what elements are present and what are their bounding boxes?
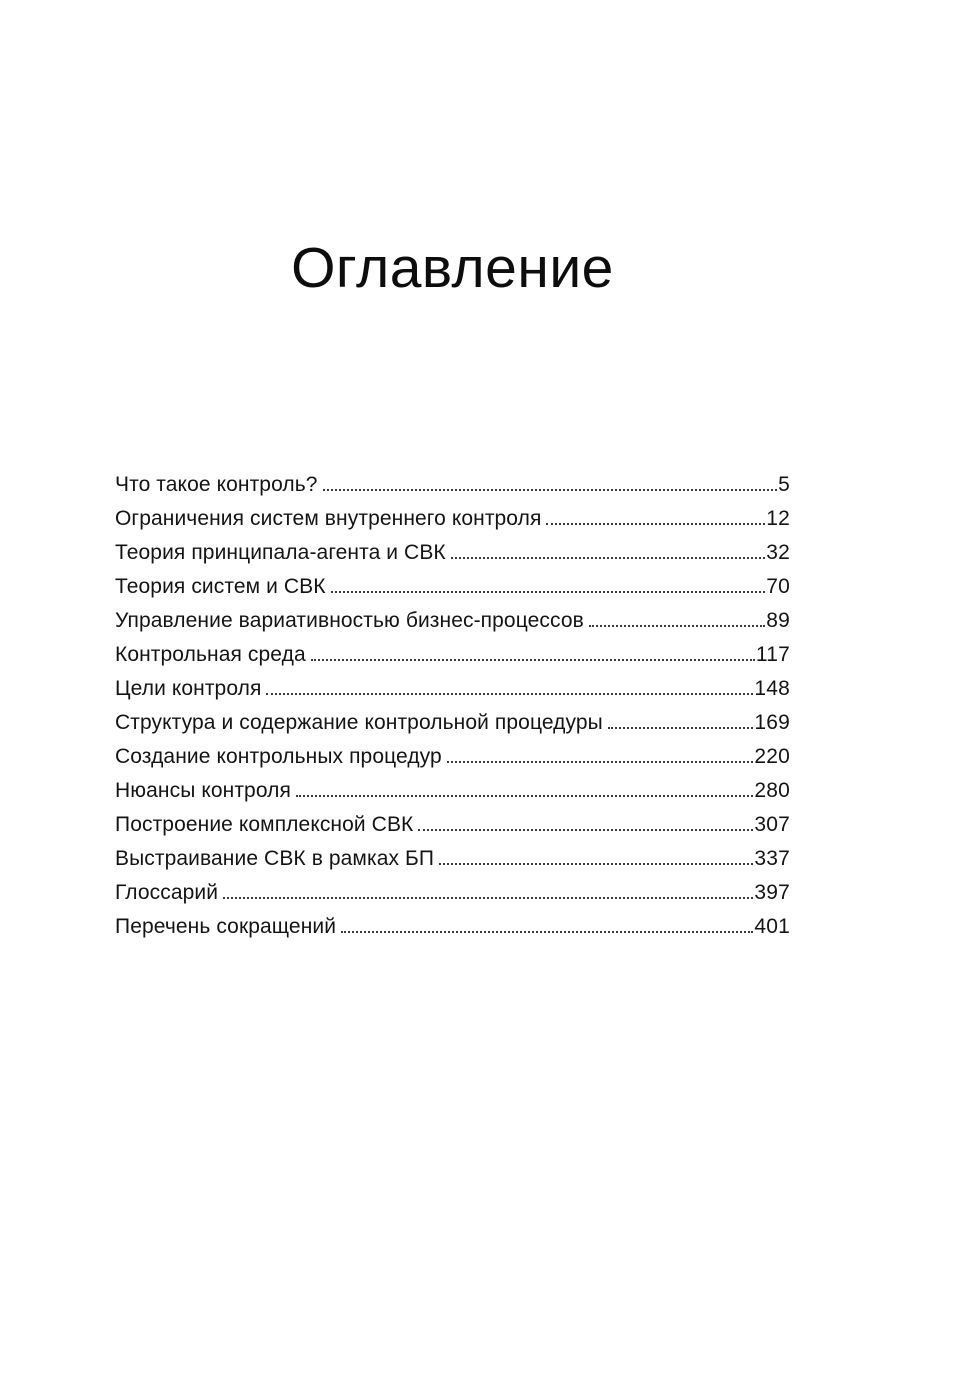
toc-entry-label: Что такое контроль? — [115, 472, 318, 496]
toc-entry[interactable] — [115, 876, 790, 910]
toc-entry-label: Теория принципала-агента и СВК — [115, 540, 446, 564]
toc-entry[interactable] — [115, 502, 790, 536]
toc-entry-page: 32 — [766, 540, 790, 564]
toc-entry-page: 220 — [754, 744, 790, 768]
dot-leader — [341, 931, 753, 933]
toc-entry-page: 307 — [754, 812, 790, 836]
toc-entry[interactable] — [115, 536, 790, 570]
dot-leader — [311, 659, 755, 661]
toc-entry-label: Нюансы контроля — [115, 778, 291, 802]
toc-entry-label: Управление вариативностью бизнес-процессов — [115, 608, 584, 632]
dot-leader — [266, 693, 753, 695]
toc-entry[interactable] — [115, 842, 790, 876]
toc-entry[interactable] — [115, 774, 790, 808]
toc-entry-page: 401 — [754, 914, 790, 938]
toc-entry[interactable] — [115, 808, 790, 842]
toc-entry[interactable] — [115, 706, 790, 740]
toc-entry-page: 397 — [754, 880, 790, 904]
toc-entry-label: Контрольная среда — [115, 642, 306, 666]
toc-entry[interactable] — [115, 604, 790, 638]
toc-entry-page: 89 — [766, 608, 790, 632]
toc-entry-page: 169 — [754, 710, 790, 734]
toc-entry-label: Перечень сокращений — [115, 914, 337, 938]
dot-leader — [331, 591, 766, 593]
toc-entry[interactable] — [115, 672, 790, 706]
dot-leader — [296, 795, 753, 797]
dot-leader — [418, 829, 753, 831]
toc-entry-label: Ограничения систем внутреннего контроля — [115, 506, 542, 530]
dot-leader — [546, 523, 765, 525]
dot-leader — [589, 625, 765, 627]
toc-entry-page: 117 — [755, 642, 790, 666]
page-title: Оглавление — [291, 236, 614, 300]
toc-entry-label: Глоссарий — [115, 880, 219, 904]
toc-entry[interactable] — [115, 740, 790, 774]
dot-leader — [223, 897, 753, 899]
toc-entry-label: Цели контроля — [115, 676, 262, 700]
toc-entry[interactable] — [115, 570, 790, 604]
toc-entry-page: 12 — [766, 506, 790, 530]
toc-entry-page: 5 — [778, 472, 790, 496]
dot-leader — [323, 489, 778, 491]
toc-list — [115, 468, 790, 944]
toc-entry-label: Теория систем и СВК — [115, 574, 326, 598]
toc-entry-page: 280 — [754, 778, 790, 802]
toc-entry-label: Построение комплексной СВК — [115, 812, 414, 836]
toc-entry-label: Структура и содержание контрольной процедуры — [115, 710, 603, 734]
toc-entry-label: Выстраивание СВК в рамках БП — [115, 846, 435, 870]
toc-entry-page: 148 — [754, 676, 790, 700]
toc-entry[interactable] — [115, 468, 790, 502]
toc-entry-label: Создание контрольных процедур — [115, 744, 442, 768]
dot-leader — [447, 761, 754, 763]
toc-entry-page: 70 — [766, 574, 790, 598]
dot-leader — [451, 557, 765, 559]
toc-entry[interactable] — [115, 638, 790, 672]
toc-entry-page: 337 — [754, 846, 790, 870]
dot-leader — [608, 727, 754, 729]
toc-entry[interactable] — [115, 910, 790, 944]
dot-leader — [439, 863, 753, 865]
